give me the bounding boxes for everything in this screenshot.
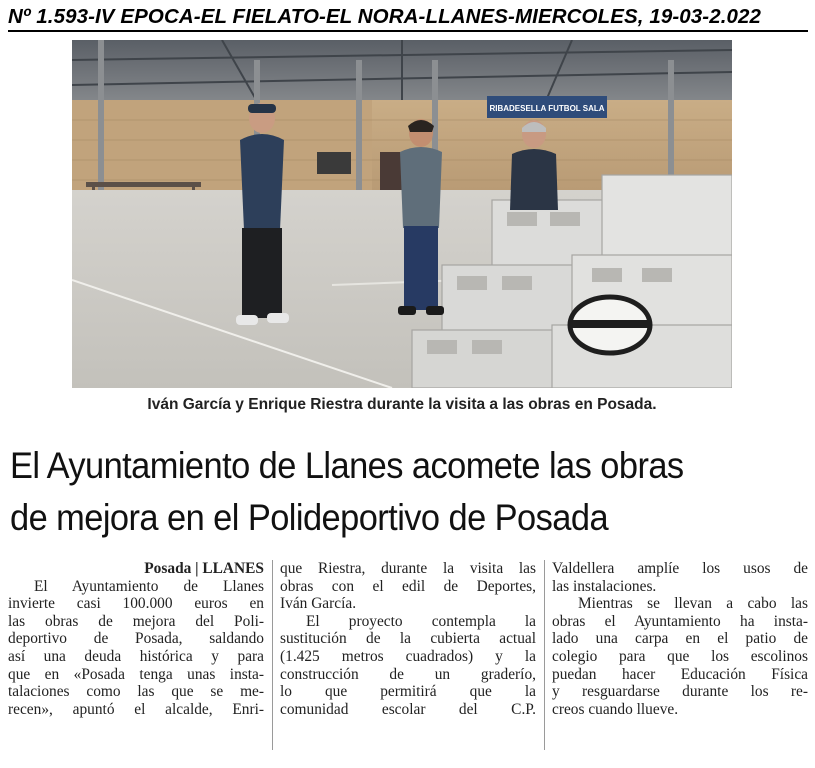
article-column-1: [8, 560, 264, 718]
article-line: colegio para que los escolinos: [552, 647, 808, 665]
column-divider: [544, 560, 545, 750]
column-divider: [272, 560, 273, 750]
article-column-3: [552, 560, 808, 718]
article-line: así una deuda histórica y para: [8, 647, 264, 665]
article-photo: [72, 40, 732, 388]
article-line: creos cuando llueve.: [552, 700, 679, 718]
article-line: talaciones como las que se me-: [8, 683, 264, 701]
article-line: Valdellera amplíe los usos de: [552, 560, 808, 577]
article-line: obras el Ayuntamiento ha insta-: [552, 612, 808, 630]
dateline: Posada | LLANES: [144, 560, 264, 577]
article-column-2: [280, 560, 536, 718]
gym-sign: RIBADESELLA FUTBOL SALA: [489, 104, 605, 113]
article-line: Iván García.: [280, 595, 357, 613]
masthead: Nº 1.593-IV EPOCA-EL FIELATO-EL NORA-LLANES-MIERCOLES, 19-03-2.022: [8, 5, 761, 28]
article-line: que Riestra, durante la visita las: [280, 560, 536, 577]
article-body: [8, 560, 808, 765]
article-line: obras con el edil de Deportes,: [280, 577, 536, 595]
article-line: las obras de mejora del Poli-: [8, 612, 264, 630]
article-line: que en «Posada tenga unas insta-: [8, 665, 264, 683]
article-line: lo que permitirá que la: [280, 683, 536, 701]
article-line: (1.425 metros cuadrados) y la: [280, 647, 536, 665]
article-line: puedan hacer Educación Física: [552, 665, 808, 683]
masthead-rule: [8, 30, 808, 32]
article-line: lado una carpa en el patio de: [552, 630, 808, 648]
article-line: recen», apuntó el alcalde, Enri-: [8, 700, 264, 718]
article-line: El Ayuntamiento de Llanes: [34, 577, 264, 595]
article-line: y resguardarse durante los re-: [552, 683, 808, 701]
article-line: Mientras se llevan a cabo las: [578, 595, 808, 613]
article-line: sustitución de la cubierta actual: [280, 630, 536, 648]
photo-caption: Iván García y Enrique Riestra durante la visita a las obras en Posada.: [147, 396, 657, 413]
article-line: invierte casi 100.000 euros en: [8, 595, 264, 613]
article-line: deportivo de Posada, saldando: [8, 630, 264, 648]
article-line: comunidad escolar del C.P.: [280, 700, 536, 718]
article-line: El proyecto contempla la: [306, 612, 536, 630]
headline-line-2: de mejora en el Polideportivo de Posada: [10, 497, 609, 538]
article-line: las instalaciones.: [552, 577, 657, 595]
headline-line-1: El Ayuntamiento de Llanes acomete las obras: [10, 445, 684, 486]
headline: [10, 440, 754, 544]
article-line: construcción de un graderío,: [280, 665, 536, 683]
